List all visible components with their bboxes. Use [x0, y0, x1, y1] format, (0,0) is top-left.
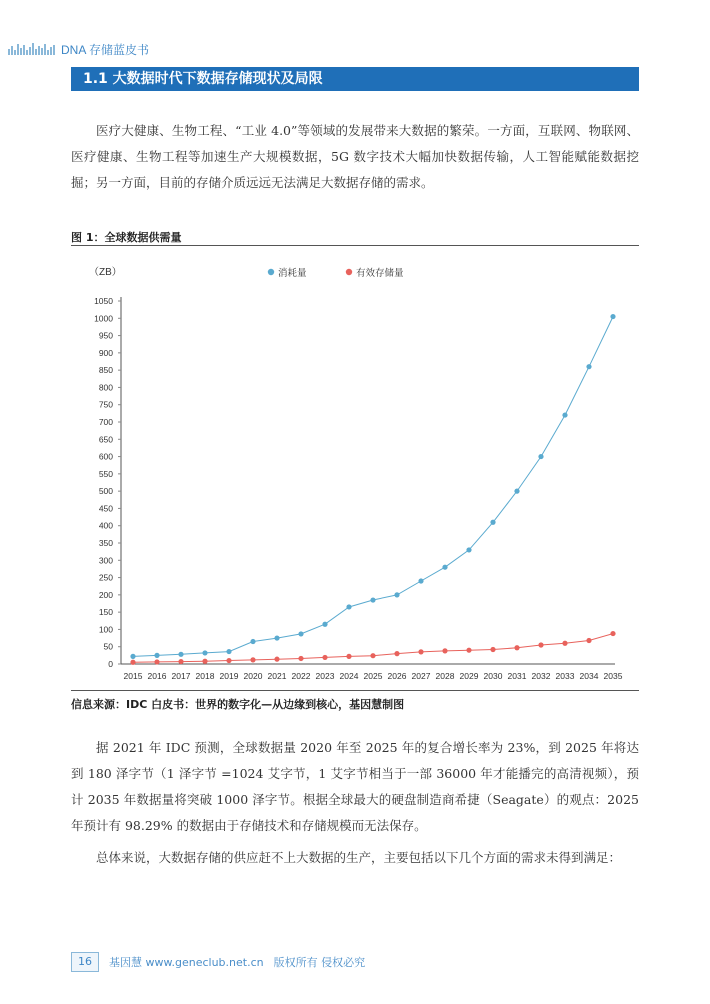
x-tick-label: 2022 [291, 671, 311, 681]
data-point [418, 578, 423, 583]
paragraph-intro: 医疗大健康、生物工程、“工业 4.0”等领域的发展带来大数据的繁荣。一方面，互联网、物联网、医疗健康、生物工程等加速生产大规模数据，5G 数字技术大幅加快数据传输，人工智能赋能数据挖掘；另一方面，目前的存储介质远远无法满足大数据存储的需求。 [71, 123, 639, 190]
data-point [370, 597, 375, 602]
x-tick-label: 2019 [219, 671, 239, 681]
y-tick-label: 500 [98, 486, 113, 497]
section-title: 1.1 大数据时代下数据存储现状及局限 [71, 67, 639, 91]
data-point [562, 412, 567, 417]
y-tick-label: 100 [98, 624, 113, 635]
x-tick-label: 2020 [243, 671, 263, 681]
x-tick-label: 2018 [195, 671, 215, 681]
data-point [610, 631, 615, 636]
y-tick-label: 1050 [94, 296, 113, 306]
y-tick-label: 1000 [94, 313, 113, 324]
y-tick-label: 600 [98, 451, 113, 462]
x-tick-label: 2015 [123, 671, 143, 681]
data-point [490, 647, 495, 652]
data-point [346, 654, 351, 659]
x-tick-label: 2035 [603, 671, 623, 681]
y-tick-label: 250 [98, 572, 113, 583]
page-number: 16 [71, 952, 99, 972]
data-point [466, 648, 471, 653]
data-point [250, 639, 255, 644]
figure-bottom-rule [71, 690, 639, 691]
x-tick-label: 2029 [459, 671, 479, 681]
data-point [298, 631, 303, 636]
running-header [8, 40, 149, 58]
figure-title: 图 1：全球数据供需量 [71, 231, 182, 244]
x-tick-label: 2021 [267, 671, 287, 681]
y-tick-label: 200 [98, 589, 113, 600]
data-point [130, 660, 135, 665]
legend-marker [268, 269, 274, 275]
data-point [442, 565, 447, 570]
x-tick-label: 2033 [555, 671, 575, 681]
x-tick-label: 2026 [387, 671, 407, 681]
figure-source: 信息来源：IDC 白皮书：世界的数字化—从边缘到核心，基因慧制图 [71, 698, 405, 711]
x-tick-label: 2030 [483, 671, 503, 681]
footer-brand[interactable]: 基因慧 www.geneclub.net.cn [109, 956, 264, 969]
data-point [514, 645, 519, 650]
x-tick-label: 2028 [435, 671, 455, 681]
data-point [442, 648, 447, 653]
x-tick-label: 2027 [411, 671, 431, 681]
footer-rights: 版权所有 侵权必究 [273, 956, 366, 969]
series-line [133, 317, 613, 657]
data-point [202, 650, 207, 655]
page-footer [71, 952, 375, 972]
data-point [178, 652, 183, 657]
y-tick-label: 150 [98, 607, 113, 618]
paragraph-idc-forecast: 据 2021 年 IDC 预测，全球数据量 2020 年至 2025 年的复合增长率为 23%，到 2025 年将达到 180 泽字节（1 泽字节 =1024 艾字节，1 艾字节相当于一部 36000 年才能播完的高清视频），预计 2035 年数据量将突破 1000 泽字节。根据全球最大的硬盘制造商希捷（Seagate）的观点：2025 年预计有 98.29% 的数据由于存储技术和存储规模而无法保存。 [71, 740, 639, 833]
data-point [466, 547, 471, 552]
x-tick-label: 2025 [363, 671, 383, 681]
y-tick-label: 300 [98, 555, 113, 566]
data-point [394, 592, 399, 597]
y-tick-label: 650 [98, 434, 113, 445]
y-tick-label: 850 [98, 365, 113, 376]
data-point [178, 659, 183, 664]
supply-demand-chart [71, 247, 639, 689]
y-tick-label: 400 [98, 520, 113, 531]
y-tick-label: 950 [98, 330, 113, 341]
data-point [322, 622, 327, 627]
data-point [610, 314, 615, 319]
data-point [490, 520, 495, 525]
logo-icon [8, 43, 55, 55]
y-tick-label: 750 [98, 399, 113, 410]
data-point [418, 649, 423, 654]
data-point [130, 654, 135, 659]
data-point [202, 659, 207, 664]
data-point [274, 657, 279, 662]
y-tick-label: 900 [98, 347, 113, 358]
y-tick-label: 700 [98, 417, 113, 427]
data-point [226, 649, 231, 654]
data-point [250, 657, 255, 662]
x-tick-label: 2016 [147, 671, 167, 681]
data-point [154, 659, 159, 664]
x-tick-label: 2031 [507, 671, 527, 681]
y-tick-label: 0 [108, 659, 113, 669]
data-point [346, 604, 351, 609]
x-tick-label: 2017 [171, 671, 191, 681]
data-point [322, 655, 327, 660]
data-point [298, 656, 303, 661]
data-point [538, 642, 543, 647]
y-unit-label: （ZB） [89, 267, 122, 278]
data-point [538, 454, 543, 459]
legend-label: 有效存储量 [356, 268, 404, 279]
figure-top-rule [71, 245, 639, 246]
y-tick-label: 550 [98, 468, 113, 479]
legend-label: 消耗量 [278, 268, 307, 279]
data-point [394, 651, 399, 656]
data-point [586, 638, 591, 643]
paragraph-summary: 总体来说，大数据存储的供应赶不上大数据的生产，主要包括以下几个方面的需求未得到满足： [96, 850, 622, 865]
data-point [370, 653, 375, 658]
legend-marker [346, 269, 352, 275]
x-tick-label: 2024 [339, 671, 359, 681]
data-point [562, 641, 567, 646]
data-point [514, 489, 519, 494]
y-tick-label: 800 [98, 382, 113, 393]
y-tick-label: 450 [98, 503, 113, 514]
data-point [274, 635, 279, 640]
data-point [586, 364, 591, 369]
y-tick-label: 350 [98, 538, 113, 548]
header-title: DNA 存储蓝皮书 [61, 42, 150, 57]
data-point [226, 658, 231, 663]
x-tick-label: 2034 [579, 671, 599, 681]
x-tick-label: 2032 [531, 671, 551, 681]
y-tick-label: 50 [103, 641, 113, 652]
x-tick-label: 2023 [315, 671, 335, 681]
data-point [154, 653, 159, 658]
